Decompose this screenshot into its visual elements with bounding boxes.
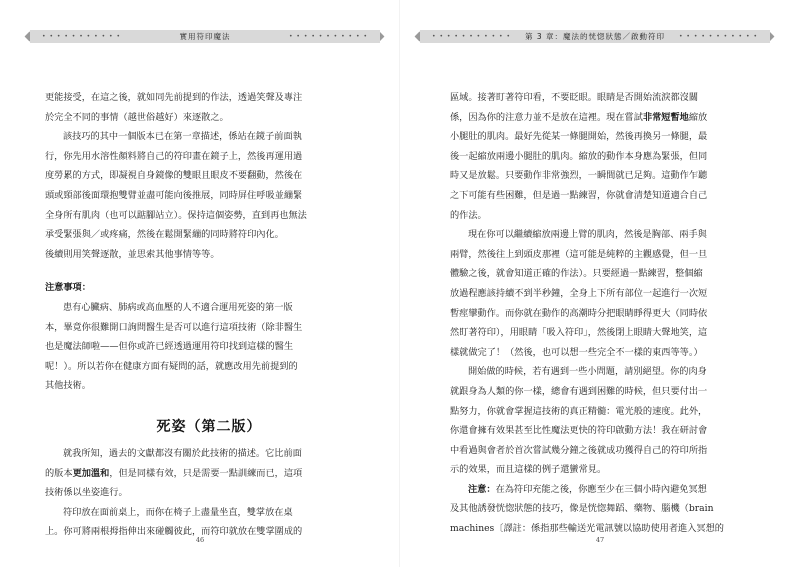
text-line: 及其他誘發恍惚狀態的技巧，像是恍惚舞蹈、藥物、腦機（brain — [450, 503, 714, 515]
text-line: 後一起縮放兩邊小腿肚的肌肉。縮放的動作本身應為緊張，但同 — [450, 150, 708, 162]
text-line: 現在你可以繼續縮放兩邊上臂的肌肉，然後是胸部、兩手與 — [468, 229, 707, 241]
left-body — [45, 88, 373, 542]
right-page — [410, 0, 790, 567]
text-line: 於完全不同的事情（越世俗越好）來逐散之。 — [45, 111, 229, 123]
text-line: 時又是放鬆。只要動作非常強烈，一瞬間就已足夠。這動作乍聽 — [450, 170, 708, 182]
running-header — [30, 30, 380, 43]
text-line: 就我所知，過去的文獻都沒有關於此技術的描述。它比前面 — [63, 447, 302, 459]
text-line: 樣就做完了！（然後，也可以想一些完全不一樣的東西等等。） — [450, 346, 703, 358]
text-line: 小腿肚的肌肉。最好先從某一條腿開始，然後再換另一條腿，最 — [450, 131, 708, 143]
page-number: 47 — [595, 536, 605, 544]
text-line: 兩臂，然後往上到頭皮那裡（這可能是純粹的主觀感覺，但一旦 — [450, 248, 708, 260]
text-line: 本，畢竟你很難開口詢問醫生是否可以進行這項技術（除非醫生 — [45, 321, 303, 333]
header-dots-left: • • • • • • • • • • • — [42, 33, 122, 40]
header-dots-left: • • • • • • • • • • • — [432, 33, 512, 40]
note-heading: 注意事項： — [45, 282, 91, 294]
page-number: 46 — [195, 536, 205, 544]
running-header-title: 實用符印魔法 — [179, 32, 231, 41]
text-line: 呢！）。所以若你在健康方面有疑問的話，就應改用先前提到的 — [45, 360, 298, 372]
text-line: 度勞累的方式，即凝視自身鏡像的雙眼且眼皮不要翻動，然後在 — [45, 170, 303, 182]
text-line: 上。你可將兩根拇指伸出來碰觸彼此，而符印就放在雙掌圍成的 — [45, 526, 303, 538]
text-line: 中看過與會者於首次嘗試幾分鐘之後就成功獲得自己的符印所指 — [450, 444, 708, 456]
text-line: 更能接受，在這之後，就如同先前提到的作法，透過笑聲及專注 — [45, 92, 303, 103]
header-dots-right: • • • • • • • • • • • — [678, 33, 758, 40]
text-line: 就跟身為人類的你一樣，總會有遇到困難的時候，但只要付出一 — [450, 385, 708, 397]
text-line: 行，你先用水溶性顏料將自己的符印畫在鏡子上，然後再運用過 — [45, 150, 303, 162]
left-page — [10, 0, 390, 567]
text-line: 之下可能有些困難，但是過一點練習，你就會清楚知道適合自己 — [450, 189, 708, 201]
text-line: 也是魔法師啦——但你或許已經透過運用符印找到這樣的醫生 — [45, 341, 294, 353]
text-line: 開始做的時候，若有遇到一些小問題，請別絕望。你的肉身 — [468, 366, 707, 378]
text-line: 患有心臟病、肺病或高血壓的人不適合運用死姿的第一版 — [63, 301, 293, 313]
running-header-title: 第 3 章：魔法的恍惚狀態／啟動符印 — [524, 32, 666, 41]
note-label: 注意： — [468, 483, 496, 495]
text-line: 後續則用笑聲逐散，並思索其他事情等等。 — [45, 248, 220, 260]
text-line: 體驗之後，就會知道正確的作法）。只要經過一點練習，整個縮 — [450, 268, 703, 280]
emphasis-text: 更加溫和 — [72, 467, 110, 479]
text-line: 區域。接著盯著符印看，不要眨眼。眼睛是否開始流淚都沒關 — [450, 92, 699, 103]
text-line: 係，因為你的注意力並不是放在這裡。現在嘗試非常短暫地縮放 — [450, 111, 708, 123]
text-line: 頭或頸部後面環抱雙臂並盡可能向後推展，同時屏住呼吸並繃緊 — [45, 189, 303, 201]
text-line: 示的效果，而且這樣的例子還蠻常見。 — [450, 464, 607, 476]
text-line: 承受緊張與／或疼痛，然後在鬆開緊繃的同時將符印內化。 — [45, 229, 284, 241]
text-line: 的版本更加溫和，但是同樣有效，只是需要一點訓練而已，這項 — [45, 467, 303, 479]
text-line: 放過程應該持續不到半秒鐘，全身上下所有部位一起進行一次短 — [450, 287, 708, 299]
right-body — [450, 88, 780, 539]
text-line: 注意：在為符印充能之後，你應至少在三個小時內避免冥想 — [468, 483, 707, 495]
page-gutter — [399, 0, 400, 567]
text-line: 然盯著符印），用眼睛「吸入符印」，然後閉上眼睛大聲地笑，這 — [450, 327, 708, 339]
text-line: 該技巧的其中一個版本已在第一章描述，係站在鏡子前面執 — [63, 131, 302, 143]
running-header — [420, 30, 770, 43]
emphasis-text: 非常短暫地 — [642, 111, 689, 123]
text-line: machines〔譯註：係指那些輸送光電訊號以協助使用者進入冥想的 — [450, 523, 724, 535]
text-line: 點努力，你就會掌握這技術的真正精髓：電光般的速度。此外， — [450, 405, 708, 417]
text-line: 你還會擁有效果甚至比性魔法更快的符印啟動方法！我在研討會 — [450, 425, 708, 437]
text-line: 全身所有肌肉（也可以踮腳站立）。保持這個姿勢，直到再也無法 — [45, 209, 307, 221]
text-line: 技術係以坐姿進行。 — [45, 487, 128, 499]
header-dots-right: • • • • • • • • • • • — [288, 33, 368, 40]
text-line: 暫痙攣動作。而你就在動作的高潮時分把眼睛睜得更大（同時依 — [450, 307, 708, 319]
text-line: 符印放在面前桌上，而你在椅子上盡量坐直，雙掌放在桌 — [63, 506, 293, 518]
text-line: 的作法。 — [450, 209, 487, 221]
text-line: 其他技術。 — [45, 380, 91, 392]
section-title: 死姿（第二版） — [156, 418, 262, 435]
